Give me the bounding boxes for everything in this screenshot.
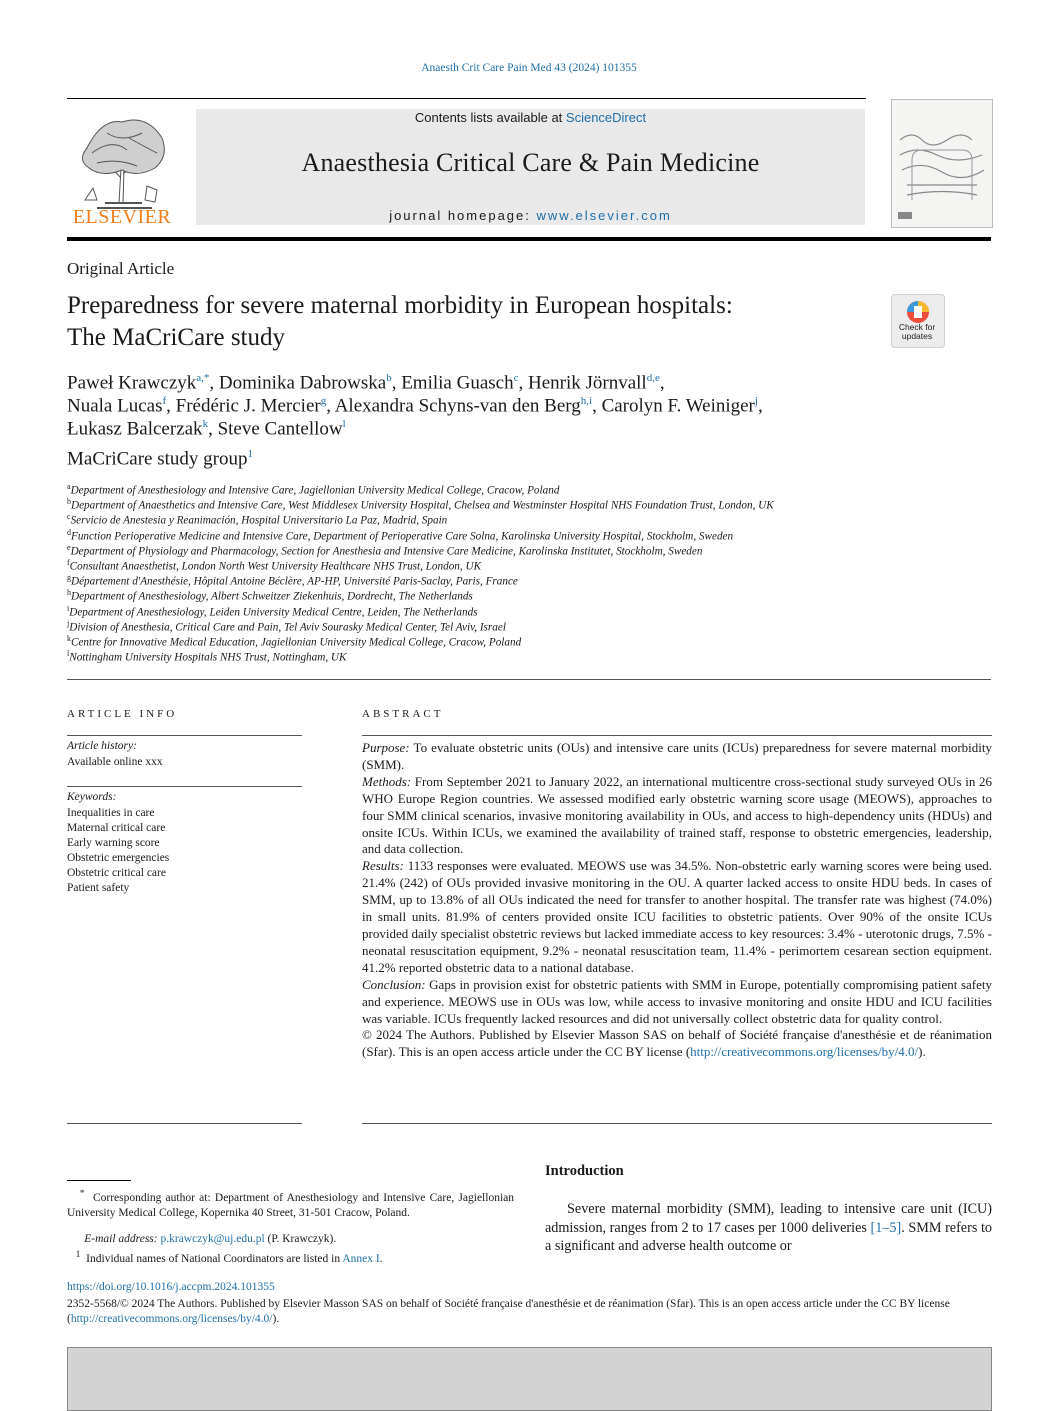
author-name: Dominika Dabrowska xyxy=(218,372,387,394)
author-name: Carolyn F. Weiniger xyxy=(601,395,755,417)
sciencedirect-link[interactable]: ScienceDirect xyxy=(565,110,647,125)
affiliation-key: b xyxy=(67,497,71,507)
affiliation-text: Function Perioperative Medicine and Intensive Care, Department of Perioperative Care Solna, Karolinska University Hospital, Stockholm, Sweden xyxy=(71,530,734,543)
bottom-placeholder-box xyxy=(67,1347,992,1411)
group-sup[interactable]: 1 xyxy=(247,448,253,460)
license-line: 2352-5568/© 2024 The Authors. Published by Elsevier Masson SAS on behalf of Société française d'anesthésie et de réanimation (Sfar). This is an open access article under the CC BY license (http://creativecommons.org/licenses/by/4.0/). xyxy=(67,1298,950,1325)
keyword-item: Inequalities in care xyxy=(67,807,155,819)
contents-line xyxy=(196,110,865,125)
keywords-list xyxy=(67,806,169,896)
article-title xyxy=(67,290,867,354)
affiliation-text: Department of Anaesthetics and Intensive Care, West Middlesex University Hospital, Chelsea and Westminster Hospital NHS Foundation Trust, London, UK xyxy=(71,499,774,512)
header-thick-rule xyxy=(67,237,991,241)
check-for-updates-label: Check for updates xyxy=(898,322,936,341)
abstract-purpose: Purpose: To evaluate obstetric units (OUs) and intensive care units (ICUs) preparedness for severe maternal morbidity (SMM). xyxy=(362,740,992,772)
abstract-license-link[interactable]: http://creativecommons.org/licenses/by/4.0/ xyxy=(690,1044,919,1060)
author-separator: , xyxy=(391,372,402,394)
article-history-value: Available online xxx xyxy=(67,756,163,768)
author-separator: , xyxy=(209,372,219,394)
author-affiliation-sup[interactable]: f xyxy=(162,395,167,407)
affiliations-bottom-rule xyxy=(67,679,991,680)
author-separator: , xyxy=(757,395,763,417)
affiliation-text: Department of Anesthesiology and Intensive Care, Jagiellonian University Medical College, Cracow, Poland xyxy=(70,484,560,497)
affiliation-key: j xyxy=(67,618,70,628)
affiliation-text: Nottingham University Hospitals NHS Trust, Nottingham, UK xyxy=(69,651,347,664)
article-title-line-2: The MaCriCare study xyxy=(67,324,286,351)
article-type: Original Article xyxy=(67,259,175,278)
affiliation-key: h xyxy=(67,588,71,598)
author-name: Steve Cantellow xyxy=(217,418,343,440)
author-affiliation-sup[interactable]: a,* xyxy=(196,372,210,384)
author-affiliation-sup[interactable]: g xyxy=(320,395,327,407)
reference-link[interactable]: [1–5] xyxy=(870,1219,902,1236)
homepage-prefix: journal homepage: xyxy=(389,208,537,223)
introduction-text: Severe maternal morbidity (SMM), leading to intensive care unit (ICU) admission, ranges from 2 to 17 cases per 1000 deliveries [1–5]. SMM refers to a significant and adverse health outcome or xyxy=(545,1201,992,1255)
author-name: Paweł Krawczyk xyxy=(67,372,197,394)
abstract-results: Results: 1133 responses were evaluated. MEOWS use was 34.5%. Non-obstetric early warning scores were being used. 21.4% (242) of OUs provided invasive monitoring in the OU. A quarter lacked access to onsite HDU beds. In cases of SMM, up to 13.8% of all OUs indicated the need for transfer to another hospital. The transfer rate was highest (74.0%) in small units. 81.9% of centers provided onsite ICU facilities to obstetric patients. Over 90% of the onsite ICUs provided daily specialist obstetric reviews but lacked immediate access to key resources: 3.4% - uterotonic drugs, 7.5% - neonatal resuscitation equipment, 9.2% - neonatal resuscitation team, 11.4% - perimortem cesarean section equipment. 41.2% reported obstetric data to a national database. xyxy=(362,858,992,975)
footer-license-link[interactable]: http://creativecommons.org/licenses/by/4.0/ xyxy=(70,1313,273,1325)
abstract-conclusion: Conclusion: Gaps in provision exist for obstetric patients with SMM in Europe, potentially compromising patient safety and experience. MEOWS use in OUs was low, while access to invasive monitoring and onsite HDU and ICU facilities was variable. ICUs frequently lacked resources and did not universally collect obstetric data for quality control. xyxy=(362,976,992,1026)
email-link[interactable]: p.krawczyk@uj.edu.pl xyxy=(160,1233,265,1245)
affiliation-text: Centre for Innovative Medical Education, Jagiellonian University Medical College, Cracow, Poland xyxy=(71,636,522,649)
keyword-item: Patient safety xyxy=(67,882,130,894)
elsevier-wordmark: ELSEVIER xyxy=(72,206,172,228)
keyword-item: Obstetric emergencies xyxy=(67,852,170,864)
keyword-item: Early warning score xyxy=(67,837,160,849)
affiliation-key: d xyxy=(67,527,71,537)
journal-homepage-line xyxy=(196,208,865,223)
affiliation-key: i xyxy=(67,603,70,613)
affiliation-key: f xyxy=(67,558,70,567)
affiliation-text: Servicio de Anestesia y Reanimación, Hospital Universitario La Paz, Madrid, Spain xyxy=(70,515,448,528)
corresponding-author-footnote: * Corresponding author at: Department of Anesthesiology and Intensive Care, Jagiellonian University Medical College, Kopernika 40 Street, 31-501 Cracow, Poland. xyxy=(67,1188,514,1220)
article-history-label: Article history: xyxy=(67,740,137,752)
affiliation-text: Consultant Anaesthetist, London North West University Healthcare NHS Trust, London, UK xyxy=(69,560,482,573)
doi-link[interactable]: https://doi.org/10.1016/j.accpm.2024.101355 xyxy=(67,1281,275,1293)
national-coordinators-footnote: $^1$ Individual names of National Coordinators are listed in Annex I. xyxy=(75,1249,383,1265)
author-separator: , xyxy=(166,395,176,417)
keyword-item: Obstetric critical care xyxy=(67,867,166,879)
introduction-heading: Introduction xyxy=(545,1163,624,1179)
abstract-heading: ABSTRACT xyxy=(362,708,444,720)
abstract-bottom-rule xyxy=(362,1123,992,1124)
author-name: Nuala Lucas xyxy=(67,395,163,417)
abstract-copyright: © 2024 The Authors. Published by Elsevier Masson SAS on behalf of Société française d'anesthésie et de réanimation (Sfar). This is an open access article under the CC BY license (http://creativecommons.org/licenses/by/4.0/). xyxy=(362,1027,992,1060)
contents-prefix: Contents lists available at xyxy=(414,110,566,125)
affiliation-key: c xyxy=(67,512,71,522)
header-top-rule xyxy=(67,98,866,99)
journal-name: Anaesthesia Critical Care & Pain Medicine xyxy=(301,148,760,177)
affiliation-text: Department of Anesthesiology, Leiden University Medical Centre, Leiden, The Netherlands xyxy=(69,606,478,619)
affiliation-text: Department of Physiology and Pharmacology, Section for Anesthesia and Intensive Care Medicine, Karolinska Institutet, Stockholm, Sweden xyxy=(70,545,703,558)
author-affiliation-sup[interactable]: b xyxy=(386,372,392,384)
affiliation-text: Division of Anesthesia, Critical Care and Pain, Tel Aviv Sourasky Medical Center, Tel Aviv, Israel xyxy=(69,621,506,634)
author-name: Emilia Guasch xyxy=(401,372,514,394)
affiliation-key: l xyxy=(67,649,70,659)
keywords-label: Keywords: xyxy=(67,791,117,803)
author-line-3 xyxy=(67,413,997,440)
keyword-item: Maternal critical care xyxy=(67,822,166,834)
author-affiliation-sup[interactable]: c xyxy=(513,372,519,384)
affiliation-key: k xyxy=(67,634,71,643)
author-name: Alexandra Schyns-van den Berg xyxy=(334,395,581,417)
abstract-body xyxy=(362,740,992,1061)
journal-citation[interactable]: Anaesth Crit Care Pain Med 43 (2024) 101355 xyxy=(421,62,637,74)
affiliation-text: Département d'Anesthésie, Hôpital Antoine Béclère, AP-HP, Université Paris-Saclay, Paris, France xyxy=(71,575,518,588)
abstract-methods: Methods: From September 2021 to January 2022, an international multicentre cross-sectional study surveyed OUs in 26 WHO Europe Region countries. We assessed modified early obstetric warning score usage (MEOWS), approaches to four SMM clinical scenarios, invasive monitoring availability in OUs, and access to high-dependency units (HDUs) and onsite ICUs. Within ICUs, we examined the availability of trained staff, response to obstetric emergencies, leadership, and data collection. xyxy=(362,773,992,857)
study-group-name xyxy=(67,448,253,470)
homepage-link[interactable]: www.elsevier.com xyxy=(536,208,672,223)
author-separator: , xyxy=(518,372,528,394)
author-separator: , xyxy=(659,372,665,394)
author-name: Henrik Jörnvall xyxy=(527,372,647,394)
journal-cover-image[interactable] xyxy=(891,99,993,228)
author-separator: , xyxy=(326,395,335,417)
author-affiliation-sup[interactable]: d,e xyxy=(646,372,660,384)
author-affiliation-sup[interactable]: j xyxy=(754,395,758,407)
affiliation-key: a xyxy=(67,482,71,491)
group-name: MaCriCare study group xyxy=(67,448,248,470)
author-name: Łukasz Balcerzak xyxy=(67,418,203,440)
author-affiliation-sup[interactable]: h,i xyxy=(580,395,593,407)
author-name: Frédéric J. Mercier xyxy=(175,395,321,417)
footnote-rule xyxy=(67,1180,131,1181)
email-footnote: E-mail address: p.krawczyk@uj.edu.pl (P. Krawczyk). xyxy=(84,1233,337,1245)
doi-link-line xyxy=(67,1281,275,1293)
affiliation-key: e xyxy=(67,542,71,552)
author-separator: , xyxy=(208,418,218,440)
author-separator: , xyxy=(592,395,602,417)
keywords-rule xyxy=(67,786,302,787)
author-affiliation-sup[interactable]: l xyxy=(342,418,346,430)
article-info-heading: ARTICLE INFO xyxy=(67,708,178,720)
article-title-line-1: Preparedness for severe maternal morbidity in European hospitals: xyxy=(67,292,733,319)
author-affiliation-sup[interactable]: k xyxy=(202,418,209,430)
annex-link[interactable]: Annex I xyxy=(342,1252,380,1265)
affiliation-text: Department of Anesthesiology, Albert Schweitzer Ziekenhuis, Dordrecht, The Netherlands xyxy=(71,591,473,604)
affiliation-item xyxy=(67,646,997,666)
article-info-rule xyxy=(67,735,302,736)
affiliation-key: g xyxy=(67,573,71,583)
article-info-bottom-rule xyxy=(67,1123,302,1124)
abstract-rule xyxy=(362,735,992,736)
